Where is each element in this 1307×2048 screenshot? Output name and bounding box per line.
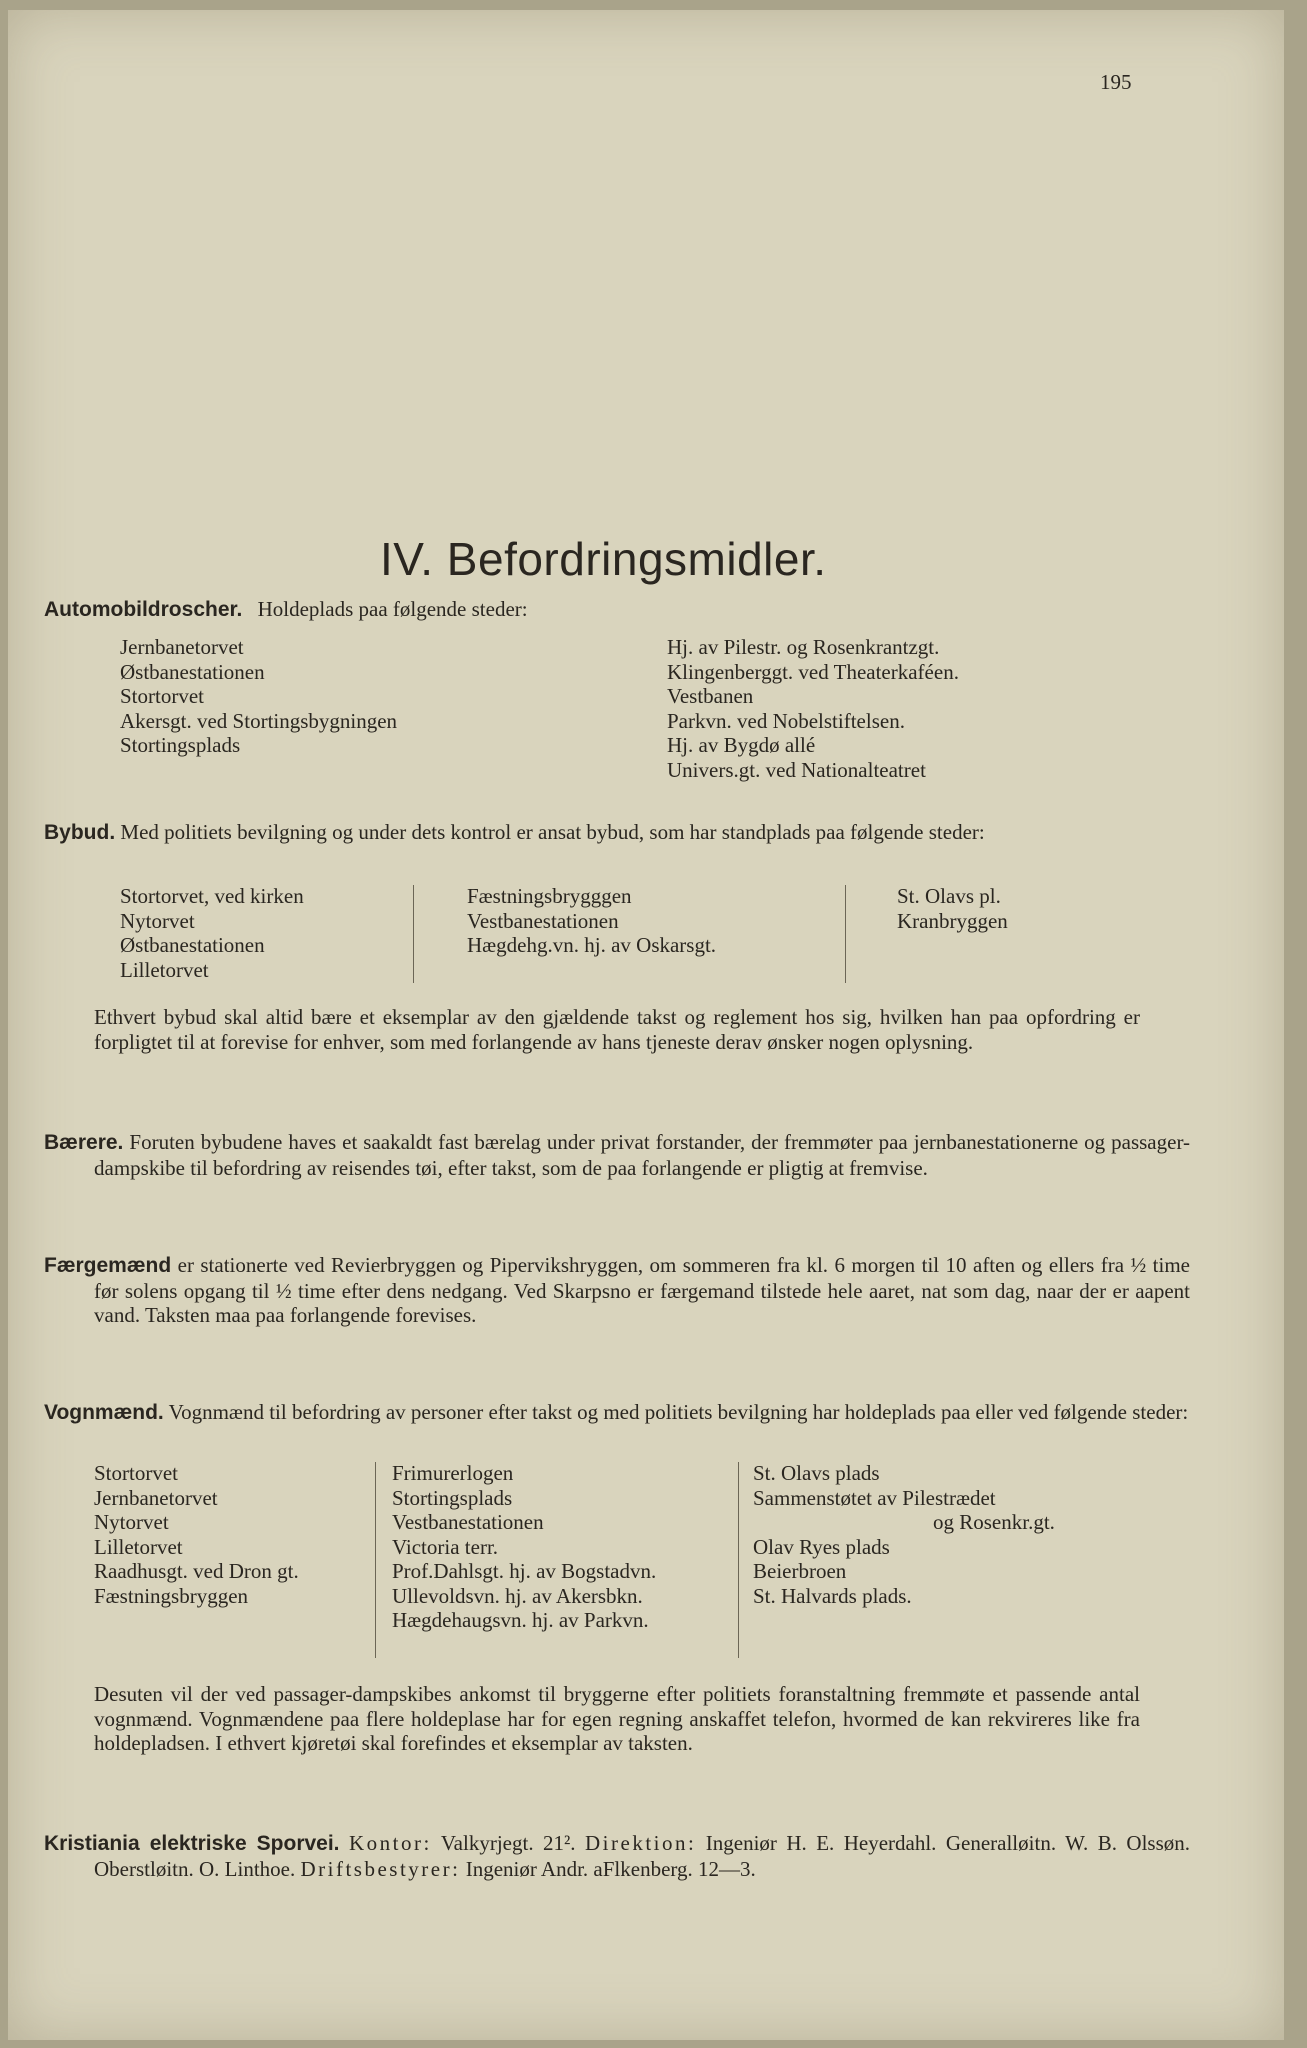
list-item: Lilletorvet [120, 957, 209, 982]
vognmaend-col2 [392, 1461, 656, 1633]
bybud-col3 [897, 884, 1008, 933]
column-divider [413, 885, 414, 983]
list-item: Stortorvet [120, 684, 204, 708]
list-item: Jernbanetorvet [120, 635, 244, 659]
automobil-left-list [120, 635, 397, 758]
automobil-right-list [667, 635, 959, 782]
bybud-paragraph [44, 820, 1190, 846]
bybud-col2 [467, 884, 716, 958]
list-item: Stortorvet [94, 1461, 178, 1485]
list-item: Olav Ryes plads [753, 1534, 890, 1559]
sporvei-drift-label: Driftsbestyrer: [300, 1856, 461, 1881]
faergemaend-text: er stationerte ved Revierbryggen og Pipervikshryggen, om sommeren fra kl. 6 morgen til 10 aften og ellers fra ½ time før solens opgang til ½ time efter dens nedgang. Ved Skarpsno er færgemand tilstede hele aaret, nat som dag, naar der er aapent vand. Taksten maa paa forlangende forevises. [94, 1253, 1190, 1327]
faergemaend-paragraph [44, 1253, 1190, 1328]
list-item: Hægdehaugsvn. hj. av Parkvn. [392, 1608, 649, 1632]
list-item: Klingenberggt. ved Theaterkaféen. [667, 659, 959, 684]
automobil-intro: Holdeplads paa følgende steder: [257, 597, 528, 621]
list-item: Nytorvet [120, 908, 195, 933]
bybud-intro: Med politiets bevilgning og under dets kontrol er ansat bybud, som har standplads paa følgende steder: [120, 820, 985, 844]
list-item: Østbanestationen [120, 659, 265, 684]
list-item: St. Halvards plads. [753, 1583, 912, 1608]
sporvei-heading: Kristiania elektriske Sporvei. [44, 1832, 340, 1855]
list-item: og Rosenkr.gt. [933, 1510, 1055, 1534]
list-item: Stortorvet, ved kirken [120, 884, 304, 908]
list-item: Østbanestationen [120, 933, 265, 957]
vognmaend-note: Desuten vil der ved passager-dampskibes ankomst til bryggerne efter politiets foranstaltning fremmøte et passende antal vognmænd. Vognmændene paa flere holdeplase har for egen regning anskaffet telefon, hvormed de kan rekvireres like fra holdepladsen. I ethvert kjøretøi skal forefindes et eksemplar av taksten. [94, 1682, 1140, 1755]
list-item: St. Olavs plads [753, 1461, 880, 1485]
list-item: St. Olavs pl. [897, 884, 1001, 908]
section-title: IV. Befordringsmidler. [380, 533, 827, 585]
list-item: Stortingsplads [392, 1485, 513, 1510]
list-item: Fæstningsbryggen [94, 1583, 249, 1608]
list-item: Beierbroen [753, 1559, 847, 1583]
list-item: Victoria terr. [392, 1534, 499, 1559]
vognmaend-intro: Vognmænd til befordring av personer efter takst og med politiets bevilgning har holdeplads paa eller ved følgende steder: [168, 1400, 1189, 1424]
list-item: Jernbanetorvet [94, 1485, 218, 1510]
sporvei-direktion: Ingeniør H. E. Heyerdahl. Generalløitn. W. B. Olssøn. Oberstløitn. O. Linthoe. [94, 1831, 1190, 1881]
list-item: Prof.Dahlsgt. hj. av Bogstadvn. [392, 1559, 657, 1583]
automobil-heading-line [44, 597, 528, 623]
column-divider [738, 1462, 739, 1658]
list-item: Hægdehg.vn. hj. av Oskarsgt. [467, 933, 717, 957]
list-item: Raadhusgt. ved Dron gt. [94, 1559, 299, 1583]
list-item: Fæstningsbrygggen [467, 884, 632, 908]
vognmaend-col1 [94, 1461, 299, 1608]
bybud-col1 [120, 884, 304, 982]
list-item: Univers.gt. ved Nationalteatret [667, 757, 926, 782]
list-item: Hj. av Pilestr. og Rosenkrantzgt. [667, 635, 940, 659]
sporvei-paragraph [44, 1831, 1190, 1881]
list-item: Lilletorvet [94, 1534, 183, 1559]
list-item: Nytorvet [94, 1510, 169, 1534]
list-item: Vestbanen [667, 684, 754, 708]
list-item: Ullevoldsvn. hj. av Akersbkn. [392, 1583, 643, 1608]
list-item: Stortingsplads [120, 733, 241, 757]
bybud-heading: Bybud. [44, 821, 116, 844]
column-divider [375, 1462, 376, 1658]
list-item: Vestbanestationen [467, 908, 619, 933]
column-divider [845, 885, 846, 983]
faergemaend-heading: Færgemænd [44, 1254, 172, 1277]
list-item: Vestbanestationen [392, 1510, 544, 1534]
list-item: Parkvn. ved Nobelstiftelsen. [667, 708, 905, 733]
list-item: Akersgt. ved Stortingsbygningen [120, 708, 398, 733]
baerere-paragraph [44, 1130, 1190, 1180]
list-item: Frimurerlogen [392, 1461, 514, 1485]
baerere-text: Foruten bybudene haves et saakaldt fast bærelag under privat forstander, der fremmøter paa jernbanestationerne og passager-dampskibe til befordring av reisendes tøi, efter takst, som de paa forlangende er pligtig at fremvise. [94, 1130, 1191, 1180]
list-item: Hj. av Bygdø allé [667, 733, 816, 757]
bybud-note: Ethvert bybud skal altid bære et eksemplar av den gjældende takst og reglement hos sig, hvilken han paa opfordring er forpligtet til at forevise for enhver, som med forlangende av hans tjeneste derav ønsker nogen oplysning. [94, 1005, 1140, 1054]
vognmaend-heading: Vognmænd. [44, 1401, 164, 1424]
sporvei-kontor-label: Kontor: [348, 1831, 432, 1855]
vognmaend-paragraph [44, 1400, 1190, 1426]
list-item: Kranbryggen [897, 908, 1008, 933]
vognmaend-col3 [753, 1461, 1055, 1608]
sporvei-kontor: Valkyrjegt. 21². [440, 1831, 576, 1855]
list-item: Sammenstøtet av Pilestrædet [753, 1485, 996, 1510]
automobil-heading: Automobildroscher. [44, 598, 243, 621]
page-number: 195 [1100, 70, 1132, 94]
baerere-heading: Bærere. [44, 1131, 124, 1154]
sporvei-direktion-label: Direktion: [585, 1831, 697, 1855]
sporvei-drift: Ingeniør Andr. aFlkenberg. 12—3. [465, 1856, 756, 1881]
